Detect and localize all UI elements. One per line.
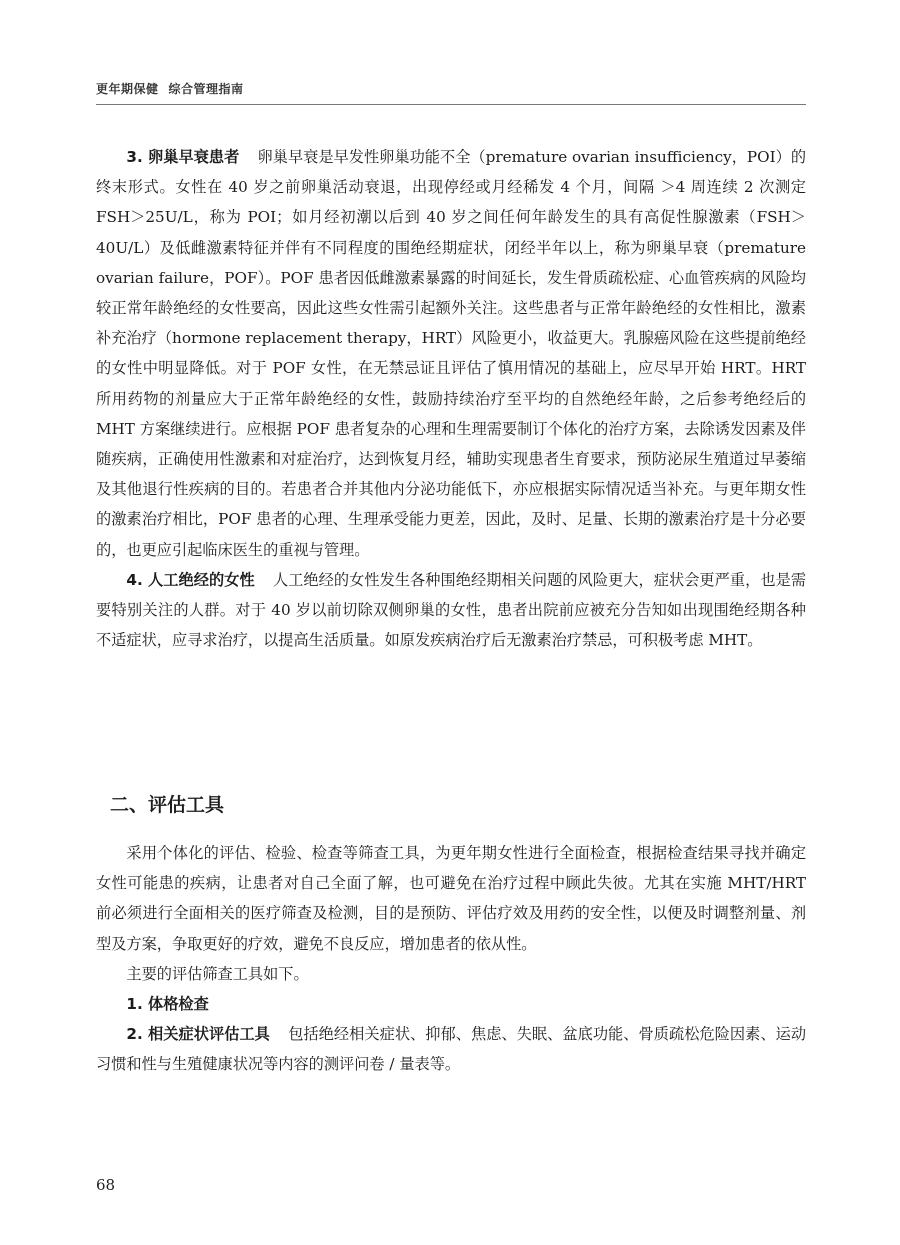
paragraph-text-artificial: 人工绝经的女性发生各种围绝经期相关问题的风险更大，症状会更严重，也是需要特别关注的人群。对于 40 岁以前切除双侧卵巢的女性，患者出院前应被充分告知如出现围绝经期各种不适症状，应寻求治疗，以提高生活质量。如原发疾病治疗后无激素治疗禁忌，可积极考虑 MHT。: [96, 570, 807, 650]
list-item-physical-exam-label: 1. 体格检查: [126, 995, 209, 1014]
list-item-physical-exam: [96, 989, 806, 1019]
body-text-block-2: [96, 838, 806, 1080]
list-item-symptom-tools-label: 2. 相关症状评估工具: [126, 1025, 270, 1044]
page-number: 68: [96, 1176, 116, 1194]
list-item-symptom-tools-text: 包括绝经相关症状、抑郁、焦虑、失眠、盆底功能、骨质疏松危险因素、运动习惯和性与生殖健康状况等内容的测评问卷 / 量表等。: [96, 1025, 807, 1074]
book-subtitle: 综合管理指南: [168, 82, 244, 96]
book-title: 更年期保健: [96, 82, 159, 96]
section-heading-tools: 二、评估工具: [110, 794, 225, 816]
paragraph-tools-intro: 采用个体化的评估、检验、检查等筛查工具，为更年期女性进行全面检查，根据检查结果寻找并确定女性可能患的疾病，让患者对自己全面了解，也可避免在治疗过程中顾此失彼。尤其在实施 MHT/HRT 前必须进行全面相关的医疗筛查及检测，目的是预防、评估疗效及用药的安全性，以便及时调整剂量、剂型及方案，争取更好的疗效，避免不良反应，增加患者的依从性。: [96, 844, 806, 953]
paragraph-list-intro: 主要的评估筛查工具如下。: [126, 964, 309, 983]
paragraph-lead-artificial: 4. 人工绝经的女性: [126, 570, 255, 589]
paragraph-lead-pof: 3. 卵巢早衰患者: [126, 148, 240, 166]
header-rule: [96, 104, 806, 105]
paragraph-artificial-menopause: [96, 565, 806, 656]
running-header: [96, 80, 806, 100]
list-item-symptom-tools: [96, 1019, 806, 1079]
paragraph-text-pof: 卵巢早衰是早发性卵巢功能不全（premature ovarian insufficiency，POI）的终末形式。女性在 40 岁之前卵巢活动衰退，出现停经或月经稀发 4 个月，间隔 ＞4 周连续 2 次测定 FSH＞25U/L，称为 POI；如月经初潮以后到 40 岁之间任何年龄发生的具有高促性腺激素（FSH＞40U/L）及低雌激素特征并伴有不同程度的围绝经期症状，闭经半年以上，称为卵巢早衰（premature ovarian failure，POF）。POF 患者因低雌激素暴露的时间延长，发生骨质疏松症、心血管疾病的风险均较正常年龄绝经的女性要高，因此这些女性需引起额外关注。这些患者与正常年龄绝经的女性相比，激素补充治疗（hormone replacement therapy，HRT）风险更小，收益更大。乳腺癌风险在这些提前绝经的女性中明显降低。对于 POF 女性，在无禁忌证且评估了慎用情况的基础上，应尽早开始 HRT。HRT 所用药物的剂量应大于正常年龄绝经的女性，鼓励持续治疗至平均的自然绝经年龄，之后参考绝经后的 MHT 方案继续进行。应根据 POF 患者复杂的心理和生理需要制订个体化的治疗方案，去除诱发因素及伴随疾病，正确使用性激素和对症治疗，达到恢复月经，辅助实现患者生育要求，预防泌尿生殖道过早萎缩及其他退行性疾病的目的。若患者合并其他内分泌功能低下，亦应根据实际情况适当补充。与更年期女性的激素治疗相比，POF 患者的心理、生理承受能力更差，因此，及时、足量、长期的激素治疗是十分必要的，也更应引起临床医生的重视与管理。: [96, 148, 807, 559]
paragraph-pof: [96, 142, 806, 565]
body-text-block-1: [96, 142, 806, 655]
